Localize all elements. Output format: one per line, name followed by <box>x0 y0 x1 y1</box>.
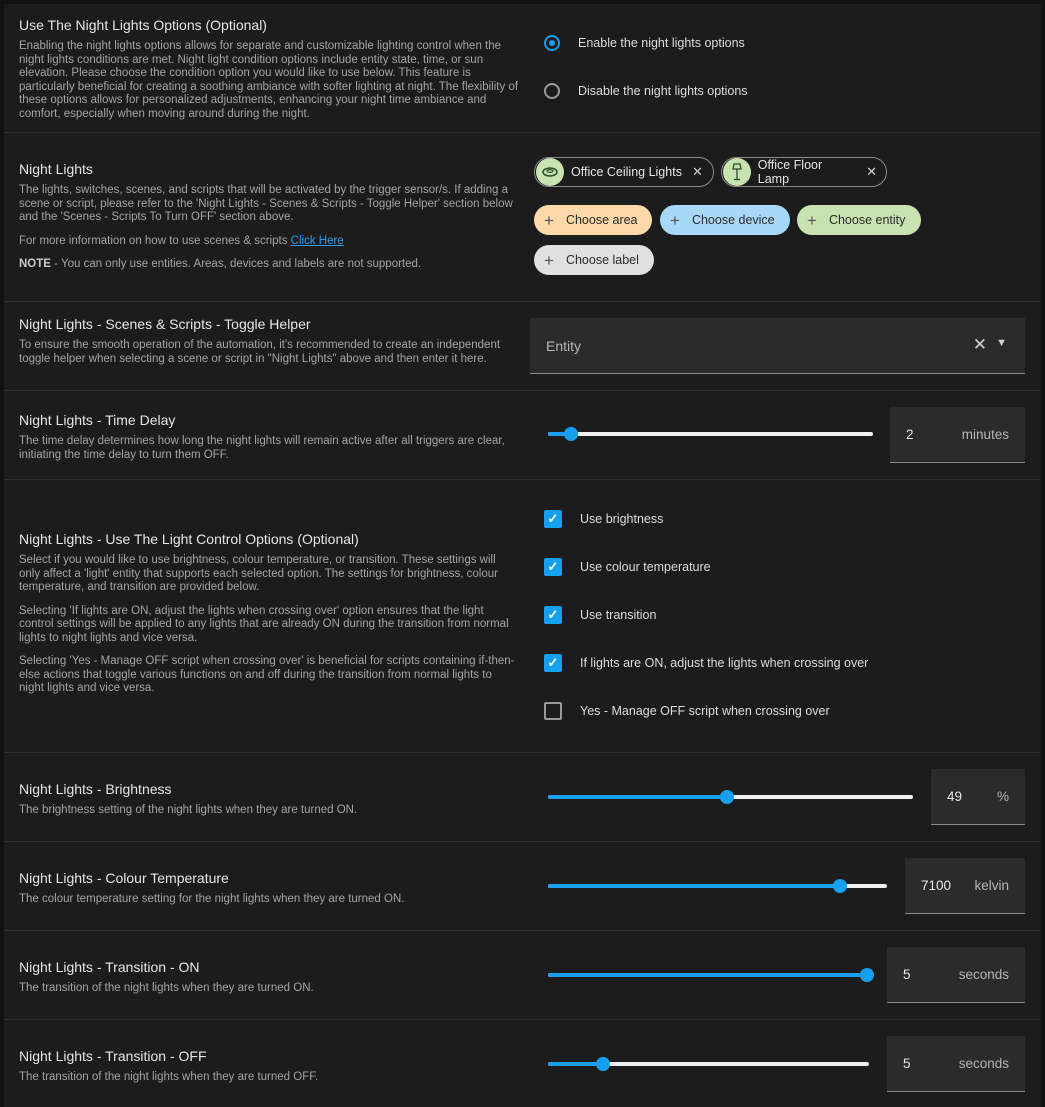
transition-off-row <box>4 1019 1041 1107</box>
ceiling-light-icon <box>536 158 564 186</box>
plus-icon: + <box>544 210 554 230</box>
entity-picker[interactable] <box>530 318 1025 374</box>
checkbox-label: Use brightness <box>580 512 664 526</box>
colour-temperature-unit: kelvin <box>974 878 1009 893</box>
remove-icon[interactable]: ✕ <box>691 164 703 179</box>
note-label: NOTE <box>19 258 51 270</box>
radio-disable-night-lights[interactable] <box>544 83 748 99</box>
time-delay-unit: minutes <box>961 427 1009 442</box>
section-title: Night Lights - Brightness <box>19 781 172 797</box>
brightness-description-block <box>19 780 519 828</box>
plus-icon: + <box>544 250 554 270</box>
radio-label: Disable the night lights options <box>578 84 748 98</box>
slider-fill <box>548 1062 603 1066</box>
brightness-input[interactable] <box>931 769 1025 825</box>
brightness-value: 49 <box>947 789 963 804</box>
checkbox-label: Yes - Manage OFF script when crossing over <box>580 704 830 718</box>
checkbox-label: Use colour temperature <box>580 560 711 574</box>
section-title: Night Lights - Scenes & Scripts - Toggle Helper <box>19 316 311 332</box>
transition-on-slider[interactable] <box>548 973 867 977</box>
section-title: Night Lights - Colour Temperature <box>19 870 229 886</box>
note-body: - You can only use entities. Areas, devices and labels are not supported. <box>50 258 422 270</box>
radio-enable-night-lights[interactable] <box>544 35 745 51</box>
choose-label-label: Choose label <box>565 253 639 267</box>
section-description: To ensure the smooth operation of the automation, it's recommended to create an independent toggle helper when selecting a scene or script in "Night Lights" above and then enter it here. <box>19 339 501 365</box>
slider-handle[interactable] <box>596 1057 610 1071</box>
slider-handle[interactable] <box>564 427 578 441</box>
checkbox-use-colour-temperature[interactable] <box>544 558 711 576</box>
choose-entity-label: Choose entity <box>828 213 906 227</box>
time-delay-input[interactable] <box>890 407 1025 463</box>
time-delay-value: 2 <box>906 427 914 442</box>
remove-icon[interactable]: ✕ <box>866 164 877 179</box>
slider-fill <box>548 795 727 799</box>
colour-temperature-input[interactable] <box>905 858 1025 914</box>
checkbox[interactable]: ✓ <box>544 606 562 624</box>
checkbox[interactable] <box>544 702 562 720</box>
chip-label: Office Floor Lamp <box>757 158 823 186</box>
click-here-link[interactable]: Click Here <box>290 234 344 247</box>
slider-fill <box>548 884 840 888</box>
colour-temperature-slider[interactable] <box>548 884 887 888</box>
night-lights-row <box>4 132 1041 302</box>
choose-label-button[interactable] <box>534 245 654 275</box>
colour-temperature-value: 7100 <box>921 878 952 893</box>
choose-area-label: Choose area <box>565 213 638 227</box>
section-description: The brightness setting of the night lights when they are turned ON. <box>19 804 358 816</box>
checkbox-adjust-when-crossing-over[interactable] <box>544 654 868 672</box>
night-lights-description-block <box>19 160 519 282</box>
slider-handle[interactable] <box>860 968 874 982</box>
transition-off-input[interactable] <box>887 1036 1025 1092</box>
section-description: The lights, switches, scenes, and scripts that will be activated by the trigger sensor/s. If adding a scene or script, please refer to the 'Night Lights - Scenes & Scripts - Toggle Helper' section below and the 'Scenes - Scripts To Turn OFF' section above. <box>19 184 513 223</box>
radio-button[interactable] <box>544 35 560 51</box>
section-description: The transition of the night lights when they are turned ON. <box>19 982 314 994</box>
transition-on-description-block <box>19 958 519 1006</box>
transition-on-input[interactable] <box>887 947 1025 1003</box>
slider-fill <box>548 973 867 977</box>
choose-device-label: Choose device <box>691 213 775 227</box>
note-text <box>19 258 519 272</box>
time-delay-slider[interactable] <box>548 432 873 436</box>
slider-handle[interactable] <box>833 879 847 893</box>
slider-handle[interactable] <box>720 790 734 804</box>
section-title: Night Lights - Transition - ON <box>19 959 200 975</box>
section-description-2: Selecting 'If lights are ON, adjust the lights when crossing over' option ensures that the light control settings will be applied to any lights that are already ON during the transition from normal lights to night lights and vice versa. <box>19 604 509 644</box>
more-info-prefix: For more information on how to use scenes & scripts <box>19 234 288 247</box>
toggle-helper-row <box>4 301 1041 391</box>
transition-on-row <box>4 930 1041 1020</box>
section-description: The time delay determines how long the night lights will remain active after all triggers are clear, initiating the time delay to turn them OFF. <box>19 435 505 461</box>
transition-off-unit: seconds <box>958 1056 1009 1071</box>
checkbox-use-transition[interactable] <box>544 606 656 624</box>
night-lights-options-row <box>4 4 1041 133</box>
transition-off-value: 5 <box>903 1056 911 1071</box>
colour-temperature-description-block <box>19 869 519 917</box>
section-title: Night Lights - Use The Light Control Options (Optional) <box>19 531 359 547</box>
section-description-1: Select if you would like to use brightness, colour temperature, or transition. These settings will only affect a 'light' entity that supports each selected option. The settings for brightness, colour temperature, and transition are provided below. <box>19 554 498 593</box>
checkbox-label: If lights are ON, adjust the lights when crossing over <box>580 656 869 670</box>
light-control-description-block <box>19 530 519 706</box>
checkbox[interactable]: ✓ <box>544 510 562 528</box>
checkbox-use-brightness[interactable] <box>544 510 663 528</box>
section-description: Enabling the night lights options allows for separate and customizable lighting control when the night lights conditions are met. Night light condition options include entity state, time, or sun elevation. Please choose the condition option you would like to use below. This feature is particularly beneficial for creating a soothing ambiance with softer lighting at night. The flexibility of these options allows for personalized adjustments, enhancing your night time ambiance and comfort, especially when moving around during the night. <box>19 40 519 120</box>
checkbox-label: Use transition <box>580 608 657 622</box>
checkbox[interactable]: ✓ <box>544 654 562 672</box>
section-title: Use The Night Lights Options (Optional) <box>19 17 267 33</box>
entity-chip-office-ceiling-lights[interactable] <box>534 157 714 187</box>
plus-icon: + <box>670 210 680 230</box>
choose-device-button[interactable] <box>660 205 790 235</box>
brightness-slider[interactable] <box>548 795 913 799</box>
colour-temperature-row <box>4 841 1041 931</box>
time-delay-description-block <box>19 411 519 472</box>
entity-chip-office-floor-lamp[interactable] <box>721 157 887 187</box>
transition-off-slider[interactable] <box>548 1062 869 1066</box>
section-title: Night Lights - Transition - OFF <box>19 1048 207 1064</box>
checkbox-manage-off-script[interactable] <box>544 702 830 720</box>
transition-on-unit: seconds <box>958 967 1009 982</box>
entity-placeholder: Entity <box>546 338 582 354</box>
time-delay-row <box>4 390 1041 480</box>
section-title: Night Lights <box>19 161 93 177</box>
more-info-text <box>19 235 519 249</box>
section-description: The colour temperature setting for the night lights when they are turned ON. <box>19 893 405 905</box>
floor-lamp-icon <box>723 158 751 186</box>
section-description-3: Selecting 'Yes - Manage OFF script when crossing over' is beneficial for scripts containing if-then-else actions that toggle various functions on and off during the transition from normal lights to night lights and vice versa. <box>19 655 515 694</box>
radio-label: Enable the night lights options <box>578 36 745 50</box>
night-lights-options-description-block <box>19 16 519 131</box>
checkbox[interactable]: ✓ <box>544 558 562 576</box>
radio-button[interactable] <box>544 83 560 99</box>
plus-icon: + <box>807 210 817 230</box>
section-title: Night Lights - Time Delay <box>19 412 176 428</box>
transition-on-value: 5 <box>903 967 911 982</box>
choose-area-button[interactable] <box>534 205 652 235</box>
clear-icon[interactable]: ✕ <box>972 335 987 354</box>
dropdown-arrow-icon[interactable]: ▼ <box>996 337 1007 349</box>
brightness-unit: % <box>996 789 1009 804</box>
choose-entity-button[interactable] <box>797 205 921 235</box>
light-control-row <box>4 479 1041 753</box>
chip-label: Office Ceiling Lights <box>571 165 682 179</box>
right-edge <box>1041 0 1045 1107</box>
brightness-row <box>4 752 1041 842</box>
section-description: The transition of the night lights when they are turned OFF. <box>19 1071 319 1083</box>
transition-off-description-block <box>19 1047 519 1095</box>
toggle-helper-description-block <box>19 315 519 376</box>
